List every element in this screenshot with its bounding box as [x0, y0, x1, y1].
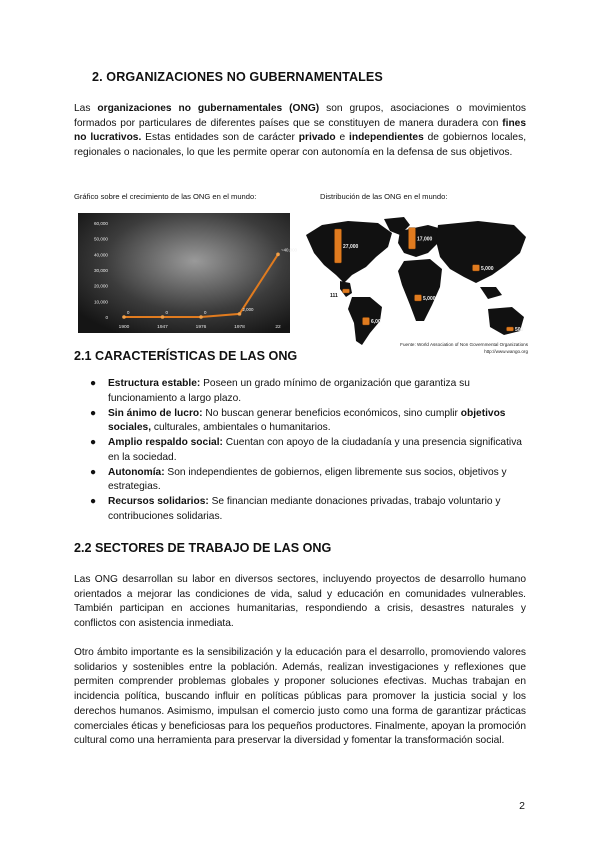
map-bar: [507, 327, 514, 331]
bullet-icon: ●: [90, 466, 97, 478]
intro-paragraph: [74, 102, 526, 161]
data-point: [122, 315, 126, 319]
item-description-secondary: culturales, ambientales o humanitarios.: [151, 422, 331, 434]
data-point: [276, 253, 280, 257]
y-tick-label: 40,000: [93, 252, 108, 258]
y-tick-label: 30,000: [93, 268, 108, 273]
intro-bold-fines: fines no lucrativos.: [74, 117, 526, 144]
section-heading: 2. ORGANIZACIONES NO GUBERNAMENTALES: [92, 70, 383, 84]
item-term: Sin ánimo de lucro:: [108, 407, 203, 419]
intro-text-2: son grupos, asociaciones o movimientos formados por particulares de diferentes países que se constituyen de manera duradera con: [74, 103, 526, 129]
sectors-paragraph-1: Las ONG desarrollan su labor en diversos sectores, incluyendo proyectos de desarrollo humano orientados a mejorar las condiciones de vida, salud y educación en comunidades vulnerables. También participan en acciones humanitarias, respondiendo a crisis, desastres naturales y conflictos con asistencia inmediata.: [74, 574, 526, 630]
map-bar: [363, 317, 370, 325]
list-item: [92, 407, 532, 436]
intro-text-4: e: [335, 132, 350, 144]
map-source-line-1: Fuente: World Association of Non Governmental Organizations: [400, 342, 528, 347]
growth-chart-caption: Gráfico sobre el crecimiento de las ONG en el mundo:: [74, 192, 257, 201]
section-2-1-title: 2.1 CARACTERÍSTICAS DE LAS ONG: [74, 349, 298, 363]
x-tick-label: 1978: [234, 325, 245, 330]
map-bar-label: 6,00: [371, 319, 381, 326]
world-map-chart: [300, 213, 532, 357]
map-source-line-2: http://www.wango.org: [484, 349, 528, 354]
map-chart-caption: Distribución de las ONG en el mundo:: [320, 192, 448, 201]
map-bar-label: 111: [330, 293, 338, 299]
item-term: Autonomía:: [108, 466, 165, 478]
map-bar: [343, 289, 350, 293]
data-label: 0: [165, 310, 168, 315]
growth-line-chart: [78, 213, 297, 333]
x-tick-label: 1947: [157, 325, 168, 330]
data-label: 2,000: [242, 306, 254, 312]
data-point: [199, 315, 203, 319]
map-bar: [415, 295, 422, 301]
x-tick-label: 1976: [195, 325, 207, 330]
item-term: Amplio respaldo social:: [108, 437, 223, 449]
intro-bold-privado: privado: [298, 132, 336, 144]
intro-bold-ong: organizaciones no gubernamentales (ONG): [97, 103, 320, 114]
bullet-icon: ●: [90, 378, 97, 389]
y-tick-label: 60,000: [93, 221, 108, 226]
item-term: Recursos solidarios:: [108, 496, 209, 508]
section-2-2-title: 2.2 SECTORES DE TRABAJO DE LAS ONG: [74, 541, 332, 555]
map-bar: [409, 228, 416, 249]
item-description: Cuentan con apoyo de la ciudadanía y una presencia significativa en la sociedad.: [108, 437, 522, 463]
item-term-secondary: objetivos sociales,: [108, 407, 506, 434]
data-label: ~40,000: [281, 247, 297, 253]
list-item: [92, 436, 532, 465]
intro-text-3: Estas entidades son de carácter: [141, 132, 299, 144]
page-number: 2: [519, 800, 525, 812]
data-label: 0: [127, 310, 130, 315]
characteristics-list: [92, 377, 532, 525]
list-item: [92, 377, 532, 406]
bullet-icon: ●: [90, 437, 97, 449]
list-item: [92, 466, 532, 495]
data-point: [161, 315, 165, 319]
x-tick-label: 1900: [118, 325, 130, 330]
intro-text-1: Las: [74, 103, 98, 114]
map-bar: [335, 229, 342, 263]
sectors-paragraph-2: Otro ámbito importante es la sensibilización y la educación para el desarrollo, promoviendo valores solidarios y sostenibles entre la población. Además, realizan investigaciones y reflexiones que permiten comprender problemas globales y proponer soluciones efectivas. Muchas trabajan en incidencia política, buscando influir en políticas públicas para promover la justicia social y los derechos humanos. Asimismo, impulsan el comercio justo como una forma de garantizar prácticas comerciales éticas y beneficiosas para los pequeños productores. Finalmente, apoyan la promoción cultural como una herramienta para preservar la diversidad y fomentar la transformación social.: [74, 647, 526, 747]
bullet-icon: ●: [90, 407, 97, 419]
map-bar-label: 27,000: [343, 244, 359, 250]
item-term: Estructura estable:: [108, 378, 201, 389]
bullet-icon: ●: [90, 496, 97, 508]
map-bar: [473, 265, 480, 271]
map-bar-label: 5,000: [423, 295, 436, 302]
y-tick-label: 50,000: [93, 236, 108, 242]
item-description: Son independientes de gobiernos, eligen libremente sus socios, objetivos y estrategias.: [108, 466, 507, 493]
data-point: [238, 312, 242, 316]
item-description: Poseen un grado mínimo de organización que garantiza su funcionamiento a largo plazo.: [108, 378, 470, 404]
map-bar-label: 17,000: [417, 236, 433, 243]
chart-background: [78, 213, 290, 333]
intro-text-5: de gobiernos locales, regionales o nacionales, lo que les permite operar con autonomía en la defensa de sus objetivos.: [74, 132, 527, 159]
data-label: 0: [204, 310, 207, 315]
y-tick-label: 20,000: [93, 283, 108, 289]
item-description: No buscan generar beneficios económicos, sino cumplir: [202, 407, 461, 419]
x-tick-label: 22: [275, 325, 281, 330]
intro-bold-independientes: independientes: [349, 132, 424, 144]
y-tick-label: 0: [105, 315, 108, 320]
item-description: Se financian mediante donaciones privadas, trabajo voluntario y contribuciones solidarias.: [108, 496, 501, 522]
list-item: [92, 495, 532, 524]
map-bar-label: 500: [515, 327, 524, 333]
map-bar-label: 5,000: [481, 265, 494, 272]
y-tick-label: 10,000: [93, 299, 108, 305]
